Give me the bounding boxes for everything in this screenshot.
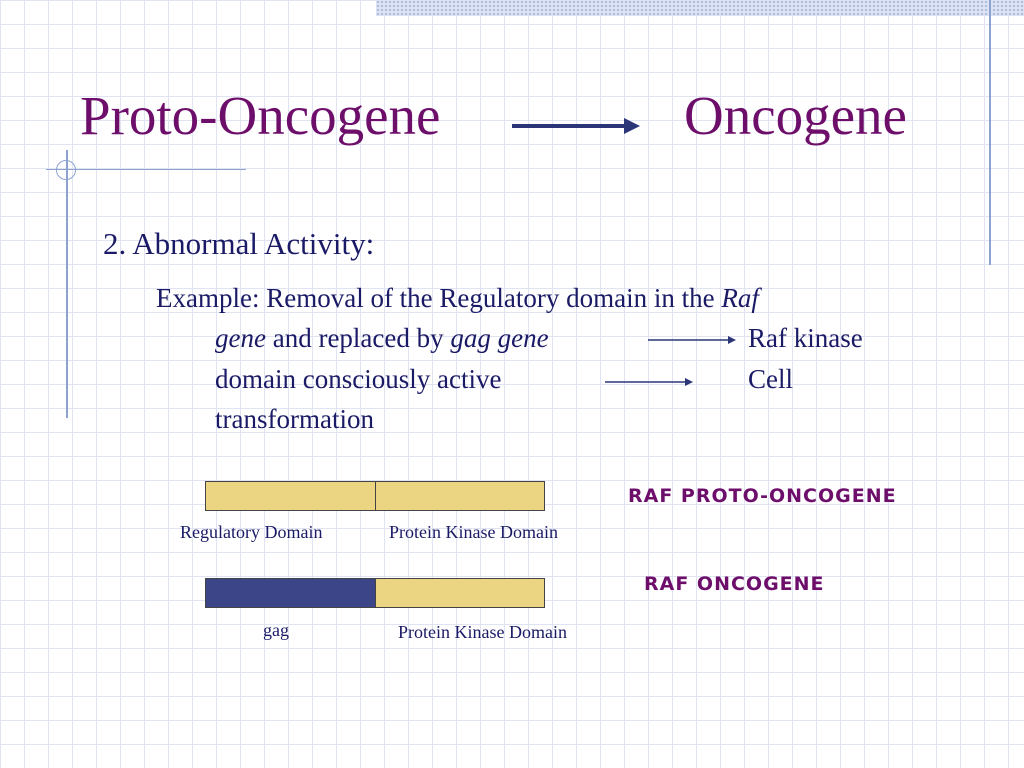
- raf-oncogene-heading: RAF ONCOGENE: [644, 573, 825, 595]
- example-line-2-text: and replaced by: [265, 323, 451, 353]
- gag-gene-italic: gag gene: [450, 323, 549, 353]
- result-arrow-icon: [605, 377, 693, 387]
- gene-italic: gene: [215, 323, 266, 353]
- result-cell: Cell: [748, 364, 793, 394]
- right-accent-line: [989, 0, 991, 265]
- example-line-1-text: Example: Removal of the Regulatory domain in the: [156, 283, 722, 313]
- subheading: 2. Abnormal Activity:: [103, 226, 375, 261]
- example-line-2: [215, 325, 549, 352]
- header-dot-pattern: [376, 0, 1024, 16]
- result-arrow-icon: [648, 335, 736, 345]
- kinase-domain-label: Protein Kinase Domain: [389, 522, 558, 542]
- title-underline: [46, 169, 246, 170]
- raf-proto-oncogene-heading: RAF PROTO-ONCOGENE: [628, 485, 897, 507]
- kinase-domain-label: Protein Kinase Domain: [398, 622, 567, 642]
- result-raf-kinase: Raf kinase: [748, 323, 863, 353]
- example-line-4: transformation: [215, 404, 374, 434]
- raf-italic: Raf: [721, 283, 759, 313]
- title-oncogene: Oncogene: [684, 85, 907, 146]
- gag-label: gag: [263, 620, 289, 640]
- kinase-domain-segment: [375, 481, 545, 511]
- gag-segment: [205, 578, 376, 608]
- accent-ring: [56, 160, 76, 180]
- regulatory-domain-segment: [205, 481, 376, 511]
- title-proto-oncogene: Proto-Oncogene: [80, 85, 441, 146]
- example-line-3: domain consciously active: [215, 364, 502, 394]
- kinase-domain-segment: [375, 578, 545, 608]
- title-arrow-icon: [512, 116, 642, 136]
- left-accent-line: [66, 150, 68, 418]
- regulatory-domain-label: Regulatory Domain: [180, 522, 323, 542]
- example-line-1: [156, 285, 759, 312]
